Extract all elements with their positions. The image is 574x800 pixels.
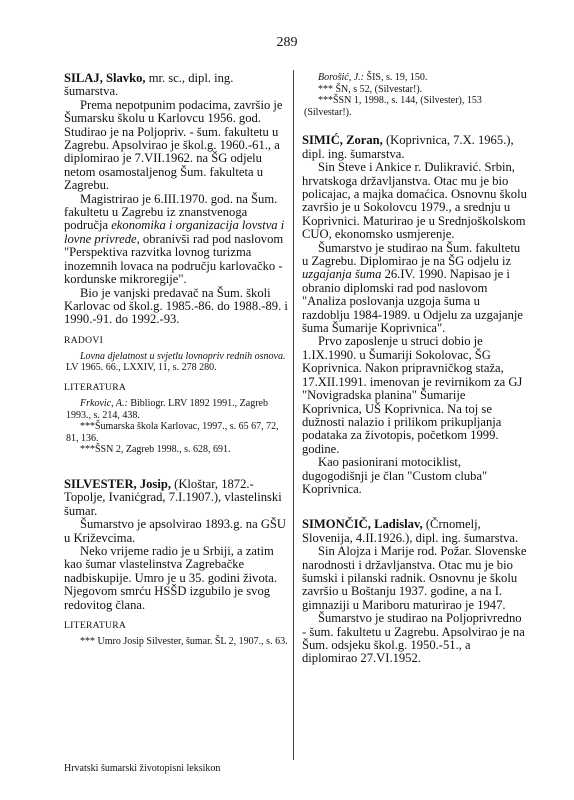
reference-item: ***ŠSN 1, 1998., s. 144, (Silvester), 153 (Silvestar!). [304,95,482,118]
entry-paragraph: Sin Alojza i Marije rod. Požar. Slovenske narodnosti i državljanstva. Otac mu je bio šumski i pilanski radnik. Osnovnu je školu završio u Boštanju 1937. godine, a na I. gimnaziji u Mariboru maturirao je 1947. [302,544,527,612]
entry-paragraph: Šumarstvo je studirao na Poljoprivredno - šum. fakultetu u Zagrebu. Apsolvirao je na Šum. odsjeku škol.g. 1950.-51., a diplomirao 27.VI.1952. [302,611,525,666]
italic-run: Frkovic, A.: [80,397,128,409]
entry-paragraph: Prema nepotpunim podacima, završio je Šumarsku školu u Karlovcu 1956. god. Studirao je na Poljopriv. - šum. fakultetu u Zagrebu. Apsolvirao je škol.g. 1960.-61., a diplomirao je 7.VII.1962. na ŠG odjelu netom osamostaljenog Šum. fakulteta u Zagrebu. [64,97,283,193]
entry-paragraph: Bio je vanjski predavač na Šum. školi Karlovac od škol.g. 1985.-86. do 1988.-89. i 1990.-91. do 1992.-93. [64,285,288,327]
literatura-continued [302,72,528,118]
entry-paragraph [302,242,528,336]
italic-run: Borošić, J.: [318,72,365,83]
entry-paragraph: Neko vrijeme radio je u Srbiji, a zatim kao šumar vlastelinstva Zagrebačke nadbiskupije. Umro je u 35. godini života. Njegovom smrću HSŠD izgubilo je svog redovitog člana. [64,543,278,612]
section-label-radovi: RADOVI [64,334,104,346]
entry-heading [64,72,288,99]
radovi-list [64,351,288,374]
reference-item: *** ŠN, s 52, (Silvestar!). [318,83,423,95]
entry-head-rest: (Kloštar, 1872.- Topolje, Ivanićgrad, 7.I.1907.), vlastelinski šumar. [64,476,282,518]
entry-heading [302,134,528,161]
reference-item [64,398,288,421]
section-label-literatura: LITERATURA [64,619,127,631]
entry-name: SILAJ, Slavko, [64,71,146,85]
entry-paragraph: Prvo zaposlenje u struci dobio je 1.IX.1990. u Šumariji Sokolovac, ŠG Koprivnica. Nakon pripravničkog staža, 17.XII.1991. imenovan je revirnikom za GJ "Novigradska planina" Šumarije Koprivnica, UŠ Koprivnica. Na toj se dužnosti nalazio i prilikom prikupljanja podataka za životopis, početkom 1999. godine. [302,334,523,456]
entry-heading [302,518,528,545]
entry-heading [64,478,288,518]
text-run: Bibliogr. LRV 1892 1991., Zagreb 1993., s. 214, 438. [66,397,268,421]
entry-paragraph: Šumarstvo je apsolvirao 1893.g. na GŠU u Križevcima. [64,517,287,545]
reference-item: ***ŠSN 2, Zagreb 1998., s. 628, 691. [80,444,231,456]
entry-name: SIMIĆ, Zoran, [302,133,383,148]
entry-head-rest: (Koprivnica, 7.X. 1965.), dipl. ing. šumarstva. [302,133,514,161]
italic-run: ekonomika i organizacija lovstva i lovne privrede [64,218,285,246]
reference-item [302,72,528,84]
entry-head-rest: (Črnomelj, Slovenija, 4.II.1926.), dipl. ing. šumarstva. [302,517,519,545]
column-divider [293,70,294,760]
text-run: 26.IV. 1990. Napisao je i obranio diplomski rad pod naslovom "Analiza poslovanja uzgoja šuma u razdoblju 1984-1989. u Odjelu za uzgajanje šuma Šumarije Koprivnica". [302,267,524,336]
italic-run: Lovna djelatnost u svjetlu lovnopriv rednih osnova. [80,350,286,362]
entry-paragraph [64,193,288,287]
right-column [302,72,528,676]
entry-silaj [64,72,288,456]
entry-simoncic [302,518,528,665]
page-footer: Hrvatski šumarski životopisni leksikon [64,763,221,774]
text-run: Magistrirao je 6.III.1970. god. na Šum. fakultetu u Zagrebu iz znanstvenoga područja [64,191,278,233]
entry-name: SIMONČIČ, Ladislav, [302,517,423,532]
text-run: , obranivši rad pod naslovom "Perspektiva razvitka lovnog turizma inozemnih lovaca na području karlovačko - kordunske mikroregije". [64,231,284,287]
text-run: LV 1965. 66., LXXIV, 11, s. 278 280. [66,362,217,374]
reference-item: *** Umro Josip Silvester, šumar. ŠL 2, 1907., s. 63. [80,635,288,647]
italic-run: uzgajanja šuma [302,267,382,282]
entry-silvester [64,478,288,648]
entry-simic [302,134,528,496]
entry-paragraph: Kao pasionirani motociklist, dugogodišnji je član "Custom cluba" Koprivnica. [302,455,488,496]
entry-paragraph: Sin Steve i Ankice r. Dulikravić. Srbin, hrvatskoga državljanstva. Otac mu je bio policajac, a majka domaćica. Osnovnu školu završio je u Sokolovcu 1979., a srednju u Koprivnici. Maturirao je u Srednjoškolskom CUO, ekonomsko usmjerenje. [302,160,527,242]
reference-item [64,351,288,374]
page-number: 289 [276,35,298,50]
section-label-literatura: LITERATURA [64,381,127,393]
literatura-list [64,398,288,456]
reference-item: ***Šumarska škola Karlovac, 1997., s. 65 67, 72, 81, 136. [66,421,279,444]
text-run: Šumarstvo je studirao na Šum. fakultetu u Zagrebu. Diplomirao je na ŠG odjelu iz [302,240,521,269]
entry-head-rest: mr. sc., dipl. ing. šumarstva. [64,71,234,99]
left-column [64,72,288,658]
literatura-list [64,636,288,648]
text-run: ŠIS, s. 19, 150. [364,72,428,83]
entry-name: SILVESTER, Josip, [64,476,171,491]
